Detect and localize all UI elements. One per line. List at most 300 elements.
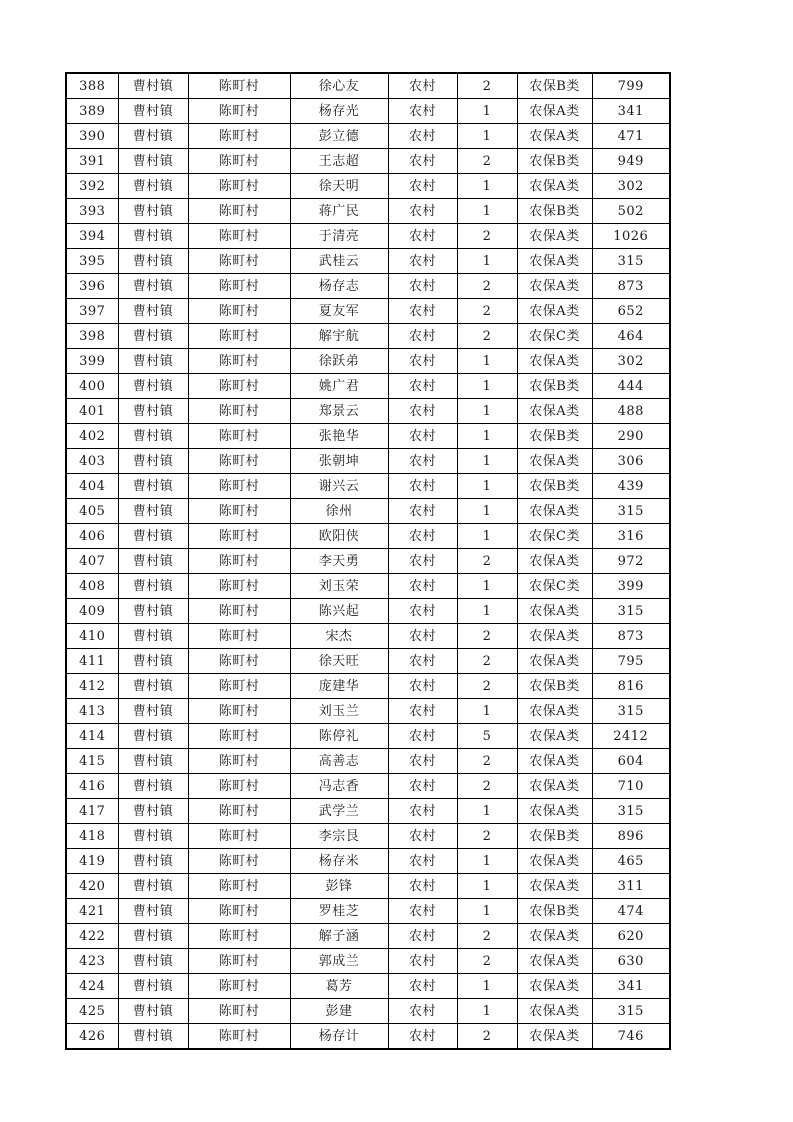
cell-town: 曹村镇 (118, 174, 188, 199)
cell-residence-type: 农村 (388, 874, 457, 899)
cell-residence-type: 农村 (388, 174, 457, 199)
table-row (66, 224, 670, 249)
table-row (66, 524, 670, 549)
table-row (66, 1024, 670, 1050)
cell-person-name: 郑景云 (290, 399, 388, 424)
cell-amount: 302 (592, 349, 670, 374)
cell-insurance-category: 农保A类 (517, 699, 592, 724)
cell-village: 陈町村 (188, 524, 290, 549)
cell-person-name: 姚广君 (290, 374, 388, 399)
cell-insurance-category: 农保A类 (517, 99, 592, 124)
cell-insurance-category: 农保A类 (517, 499, 592, 524)
cell-amount: 306 (592, 449, 670, 474)
cell-sequence-number: 392 (66, 174, 118, 199)
cell-amount: 816 (592, 674, 670, 699)
cell-count: 1 (457, 349, 517, 374)
cell-count: 1 (457, 574, 517, 599)
cell-town: 曹村镇 (118, 499, 188, 524)
cell-village: 陈町村 (188, 799, 290, 824)
cell-village: 陈町村 (188, 949, 290, 974)
cell-person-name: 欧阳侠 (290, 524, 388, 549)
table-row (66, 874, 670, 899)
cell-person-name: 彭立德 (290, 124, 388, 149)
cell-sequence-number: 423 (66, 949, 118, 974)
cell-amount: 502 (592, 199, 670, 224)
cell-town: 曹村镇 (118, 199, 188, 224)
cell-insurance-category: 农保A类 (517, 549, 592, 574)
cell-amount: 341 (592, 974, 670, 999)
cell-town: 曹村镇 (118, 874, 188, 899)
cell-town: 曹村镇 (118, 249, 188, 274)
cell-town: 曹村镇 (118, 474, 188, 499)
table-row (66, 549, 670, 574)
table-body (66, 73, 670, 1049)
cell-town: 曹村镇 (118, 599, 188, 624)
cell-sequence-number: 394 (66, 224, 118, 249)
cell-residence-type: 农村 (388, 474, 457, 499)
cell-amount: 315 (592, 249, 670, 274)
cell-person-name: 冯志香 (290, 774, 388, 799)
cell-residence-type: 农村 (388, 299, 457, 324)
cell-person-name: 刘玉荣 (290, 574, 388, 599)
table-row (66, 424, 670, 449)
cell-person-name: 彭建 (290, 999, 388, 1024)
cell-insurance-category: 农保A类 (517, 799, 592, 824)
cell-village: 陈町村 (188, 624, 290, 649)
cell-count: 2 (457, 149, 517, 174)
cell-village: 陈町村 (188, 749, 290, 774)
cell-amount: 2412 (592, 724, 670, 749)
table-row (66, 674, 670, 699)
cell-town: 曹村镇 (118, 524, 188, 549)
cell-count: 1 (457, 249, 517, 274)
cell-amount: 302 (592, 174, 670, 199)
cell-village: 陈町村 (188, 449, 290, 474)
cell-count: 1 (457, 174, 517, 199)
cell-residence-type: 农村 (388, 774, 457, 799)
cell-town: 曹村镇 (118, 99, 188, 124)
cell-amount: 799 (592, 73, 670, 99)
cell-residence-type: 农村 (388, 999, 457, 1024)
cell-town: 曹村镇 (118, 699, 188, 724)
cell-sequence-number: 393 (66, 199, 118, 224)
cell-residence-type: 农村 (388, 549, 457, 574)
cell-count: 1 (457, 849, 517, 874)
table-row (66, 474, 670, 499)
cell-person-name: 武学兰 (290, 799, 388, 824)
table-row (66, 349, 670, 374)
cell-sequence-number: 419 (66, 849, 118, 874)
cell-count: 1 (457, 899, 517, 924)
cell-town: 曹村镇 (118, 224, 188, 249)
cell-count: 2 (457, 824, 517, 849)
cell-insurance-category: 农保A类 (517, 399, 592, 424)
cell-village: 陈町村 (188, 174, 290, 199)
cell-village: 陈町村 (188, 699, 290, 724)
cell-residence-type: 农村 (388, 374, 457, 399)
cell-town: 曹村镇 (118, 899, 188, 924)
cell-person-name: 郭成兰 (290, 949, 388, 974)
cell-town: 曹村镇 (118, 924, 188, 949)
cell-count: 5 (457, 724, 517, 749)
cell-town: 曹村镇 (118, 1024, 188, 1050)
cell-sequence-number: 424 (66, 974, 118, 999)
cell-sequence-number: 397 (66, 299, 118, 324)
cell-person-name: 张艳华 (290, 424, 388, 449)
cell-sequence-number: 411 (66, 649, 118, 674)
table-row (66, 149, 670, 174)
cell-sequence-number: 412 (66, 674, 118, 699)
cell-residence-type: 农村 (388, 849, 457, 874)
cell-person-name: 夏友军 (290, 299, 388, 324)
cell-village: 陈町村 (188, 299, 290, 324)
cell-residence-type: 农村 (388, 724, 457, 749)
table-row (66, 249, 670, 274)
cell-person-name: 徐天明 (290, 174, 388, 199)
cell-amount: 315 (592, 599, 670, 624)
cell-village: 陈町村 (188, 574, 290, 599)
cell-count: 2 (457, 549, 517, 574)
cell-insurance-category: 农保A类 (517, 849, 592, 874)
table-row (66, 599, 670, 624)
cell-residence-type: 农村 (388, 749, 457, 774)
cell-sequence-number: 390 (66, 124, 118, 149)
cell-count: 2 (457, 299, 517, 324)
cell-person-name: 杨存计 (290, 1024, 388, 1050)
cell-town: 曹村镇 (118, 674, 188, 699)
cell-count: 1 (457, 799, 517, 824)
table-row (66, 324, 670, 349)
table-row (66, 574, 670, 599)
cell-residence-type: 农村 (388, 949, 457, 974)
cell-village: 陈町村 (188, 374, 290, 399)
cell-residence-type: 农村 (388, 224, 457, 249)
cell-residence-type: 农村 (388, 649, 457, 674)
cell-count: 1 (457, 524, 517, 549)
cell-count: 1 (457, 449, 517, 474)
cell-village: 陈町村 (188, 874, 290, 899)
cell-sequence-number: 410 (66, 624, 118, 649)
cell-town: 曹村镇 (118, 349, 188, 374)
cell-town: 曹村镇 (118, 124, 188, 149)
table-row (66, 399, 670, 424)
cell-person-name: 谢兴云 (290, 474, 388, 499)
cell-amount: 652 (592, 299, 670, 324)
cell-insurance-category: 农保B类 (517, 374, 592, 399)
cell-amount: 474 (592, 899, 670, 924)
cell-residence-type: 农村 (388, 824, 457, 849)
cell-amount: 795 (592, 649, 670, 674)
cell-insurance-category: 农保A类 (517, 874, 592, 899)
cell-person-name: 陈停礼 (290, 724, 388, 749)
cell-amount: 315 (592, 699, 670, 724)
cell-person-name: 蒋广民 (290, 199, 388, 224)
cell-amount: 1026 (592, 224, 670, 249)
cell-person-name: 杨存米 (290, 849, 388, 874)
cell-count: 2 (457, 1024, 517, 1050)
cell-person-name: 庞建华 (290, 674, 388, 699)
cell-count: 2 (457, 73, 517, 99)
cell-insurance-category: 农保A类 (517, 224, 592, 249)
cell-sequence-number: 416 (66, 774, 118, 799)
cell-amount: 710 (592, 774, 670, 799)
cell-person-name: 武桂云 (290, 249, 388, 274)
cell-person-name: 李天勇 (290, 549, 388, 574)
cell-town: 曹村镇 (118, 849, 188, 874)
cell-insurance-category: 农保B类 (517, 899, 592, 924)
cell-count: 1 (457, 99, 517, 124)
cell-person-name: 徐心友 (290, 73, 388, 99)
cell-insurance-category: 农保A类 (517, 774, 592, 799)
cell-count: 2 (457, 674, 517, 699)
cell-person-name: 徐州 (290, 499, 388, 524)
cell-sequence-number: 403 (66, 449, 118, 474)
cell-insurance-category: 农保A类 (517, 749, 592, 774)
cell-town: 曹村镇 (118, 73, 188, 99)
cell-amount: 290 (592, 424, 670, 449)
cell-residence-type: 农村 (388, 674, 457, 699)
cell-village: 陈町村 (188, 499, 290, 524)
cell-insurance-category: 农保B类 (517, 199, 592, 224)
cell-sequence-number: 405 (66, 499, 118, 524)
cell-insurance-category: 农保A类 (517, 349, 592, 374)
cell-person-name: 王志超 (290, 149, 388, 174)
cell-count: 1 (457, 424, 517, 449)
cell-village: 陈町村 (188, 674, 290, 699)
cell-residence-type: 农村 (388, 499, 457, 524)
cell-sequence-number: 396 (66, 274, 118, 299)
cell-town: 曹村镇 (118, 549, 188, 574)
cell-insurance-category: 农保A类 (517, 249, 592, 274)
table-row (66, 174, 670, 199)
cell-town: 曹村镇 (118, 749, 188, 774)
cell-residence-type: 农村 (388, 124, 457, 149)
cell-person-name: 陈兴起 (290, 599, 388, 624)
cell-village: 陈町村 (188, 899, 290, 924)
table-row (66, 499, 670, 524)
cell-town: 曹村镇 (118, 424, 188, 449)
cell-amount: 896 (592, 824, 670, 849)
cell-insurance-category: 农保B类 (517, 73, 592, 99)
cell-sequence-number: 404 (66, 474, 118, 499)
cell-count: 1 (457, 199, 517, 224)
cell-insurance-category: 农保B类 (517, 474, 592, 499)
cell-amount: 630 (592, 949, 670, 974)
cell-sequence-number: 399 (66, 349, 118, 374)
cell-residence-type: 农村 (388, 349, 457, 374)
cell-sequence-number: 409 (66, 599, 118, 624)
cell-person-name: 罗桂芝 (290, 899, 388, 924)
cell-person-name: 解子涵 (290, 924, 388, 949)
table-row (66, 99, 670, 124)
cell-sequence-number: 402 (66, 424, 118, 449)
cell-count: 2 (457, 649, 517, 674)
cell-insurance-category: 农保B类 (517, 149, 592, 174)
cell-residence-type: 农村 (388, 99, 457, 124)
cell-residence-type: 农村 (388, 73, 457, 99)
cell-town: 曹村镇 (118, 824, 188, 849)
cell-village: 陈町村 (188, 274, 290, 299)
table-row (66, 924, 670, 949)
cell-sequence-number: 388 (66, 73, 118, 99)
data-table (65, 72, 671, 1050)
cell-amount: 873 (592, 274, 670, 299)
cell-residence-type: 农村 (388, 599, 457, 624)
cell-residence-type: 农村 (388, 424, 457, 449)
cell-sequence-number: 420 (66, 874, 118, 899)
cell-count: 1 (457, 974, 517, 999)
cell-residence-type: 农村 (388, 1024, 457, 1050)
cell-person-name: 彭锋 (290, 874, 388, 899)
cell-village: 陈町村 (188, 599, 290, 624)
cell-count: 1 (457, 124, 517, 149)
cell-residence-type: 农村 (388, 899, 457, 924)
cell-amount: 341 (592, 99, 670, 124)
cell-sequence-number: 408 (66, 574, 118, 599)
cell-sequence-number: 391 (66, 149, 118, 174)
cell-village: 陈町村 (188, 149, 290, 174)
cell-person-name: 徐跃弟 (290, 349, 388, 374)
cell-residence-type: 农村 (388, 449, 457, 474)
table-row (66, 849, 670, 874)
cell-sequence-number: 426 (66, 1024, 118, 1050)
cell-amount: 620 (592, 924, 670, 949)
cell-residence-type: 农村 (388, 924, 457, 949)
cell-insurance-category: 农保A类 (517, 299, 592, 324)
cell-village: 陈町村 (188, 224, 290, 249)
table-row (66, 73, 670, 99)
cell-amount: 315 (592, 799, 670, 824)
cell-count: 1 (457, 374, 517, 399)
table-row (66, 274, 670, 299)
cell-count: 2 (457, 949, 517, 974)
cell-sequence-number: 415 (66, 749, 118, 774)
cell-sequence-number: 413 (66, 699, 118, 724)
table-row (66, 724, 670, 749)
cell-village: 陈町村 (188, 249, 290, 274)
table-row (66, 374, 670, 399)
cell-town: 曹村镇 (118, 974, 188, 999)
cell-town: 曹村镇 (118, 299, 188, 324)
cell-amount: 949 (592, 149, 670, 174)
cell-insurance-category: 农保A类 (517, 624, 592, 649)
cell-count: 1 (457, 399, 517, 424)
cell-village: 陈町村 (188, 424, 290, 449)
cell-amount: 972 (592, 549, 670, 574)
table-row (66, 699, 670, 724)
cell-insurance-category: 农保B类 (517, 424, 592, 449)
cell-person-name: 杨存志 (290, 274, 388, 299)
cell-residence-type: 农村 (388, 799, 457, 824)
cell-village: 陈町村 (188, 199, 290, 224)
cell-residence-type: 农村 (388, 324, 457, 349)
cell-residence-type: 农村 (388, 974, 457, 999)
cell-count: 2 (457, 224, 517, 249)
cell-insurance-category: 农保A类 (517, 949, 592, 974)
cell-town: 曹村镇 (118, 999, 188, 1024)
cell-village: 陈町村 (188, 399, 290, 424)
cell-person-name: 于清亮 (290, 224, 388, 249)
cell-residence-type: 农村 (388, 574, 457, 599)
cell-town: 曹村镇 (118, 774, 188, 799)
cell-town: 曹村镇 (118, 449, 188, 474)
cell-village: 陈町村 (188, 824, 290, 849)
cell-sequence-number: 389 (66, 99, 118, 124)
table-row (66, 999, 670, 1024)
cell-amount: 873 (592, 624, 670, 649)
cell-residence-type: 农村 (388, 624, 457, 649)
cell-residence-type: 农村 (388, 249, 457, 274)
table-row (66, 899, 670, 924)
cell-count: 1 (457, 699, 517, 724)
cell-count: 2 (457, 274, 517, 299)
table-row (66, 124, 670, 149)
cell-amount: 464 (592, 324, 670, 349)
cell-insurance-category: 农保A类 (517, 649, 592, 674)
cell-insurance-category: 农保A类 (517, 974, 592, 999)
cell-person-name: 高善志 (290, 749, 388, 774)
cell-amount: 471 (592, 124, 670, 149)
cell-count: 1 (457, 874, 517, 899)
cell-amount: 439 (592, 474, 670, 499)
cell-village: 陈町村 (188, 99, 290, 124)
cell-count: 2 (457, 749, 517, 774)
cell-town: 曹村镇 (118, 324, 188, 349)
cell-village: 陈町村 (188, 999, 290, 1024)
cell-village: 陈町村 (188, 124, 290, 149)
cell-person-name: 李宗艮 (290, 824, 388, 849)
cell-amount: 399 (592, 574, 670, 599)
cell-sequence-number: 406 (66, 524, 118, 549)
table-row (66, 949, 670, 974)
cell-amount: 746 (592, 1024, 670, 1050)
cell-sequence-number: 395 (66, 249, 118, 274)
cell-sequence-number: 425 (66, 999, 118, 1024)
cell-person-name: 葛芳 (290, 974, 388, 999)
cell-sequence-number: 418 (66, 824, 118, 849)
cell-sequence-number: 414 (66, 724, 118, 749)
table-row (66, 299, 670, 324)
cell-town: 曹村镇 (118, 149, 188, 174)
cell-sequence-number: 401 (66, 399, 118, 424)
cell-village: 陈町村 (188, 849, 290, 874)
cell-residence-type: 农村 (388, 699, 457, 724)
cell-amount: 315 (592, 999, 670, 1024)
cell-person-name: 宋杰 (290, 624, 388, 649)
cell-person-name: 刘玉兰 (290, 699, 388, 724)
cell-sequence-number: 421 (66, 899, 118, 924)
cell-insurance-category: 农保C类 (517, 574, 592, 599)
cell-residence-type: 农村 (388, 199, 457, 224)
cell-village: 陈町村 (188, 1024, 290, 1050)
cell-sequence-number: 422 (66, 924, 118, 949)
cell-count: 2 (457, 324, 517, 349)
cell-town: 曹村镇 (118, 649, 188, 674)
cell-amount: 465 (592, 849, 670, 874)
cell-person-name: 徐天旺 (290, 649, 388, 674)
table-row (66, 624, 670, 649)
cell-village: 陈町村 (188, 349, 290, 374)
cell-town: 曹村镇 (118, 624, 188, 649)
table-row (66, 449, 670, 474)
table-row (66, 824, 670, 849)
table-row (66, 749, 670, 774)
cell-amount: 444 (592, 374, 670, 399)
cell-village: 陈町村 (188, 549, 290, 574)
cell-insurance-category: 农保A类 (517, 599, 592, 624)
cell-count: 2 (457, 774, 517, 799)
cell-village: 陈町村 (188, 774, 290, 799)
